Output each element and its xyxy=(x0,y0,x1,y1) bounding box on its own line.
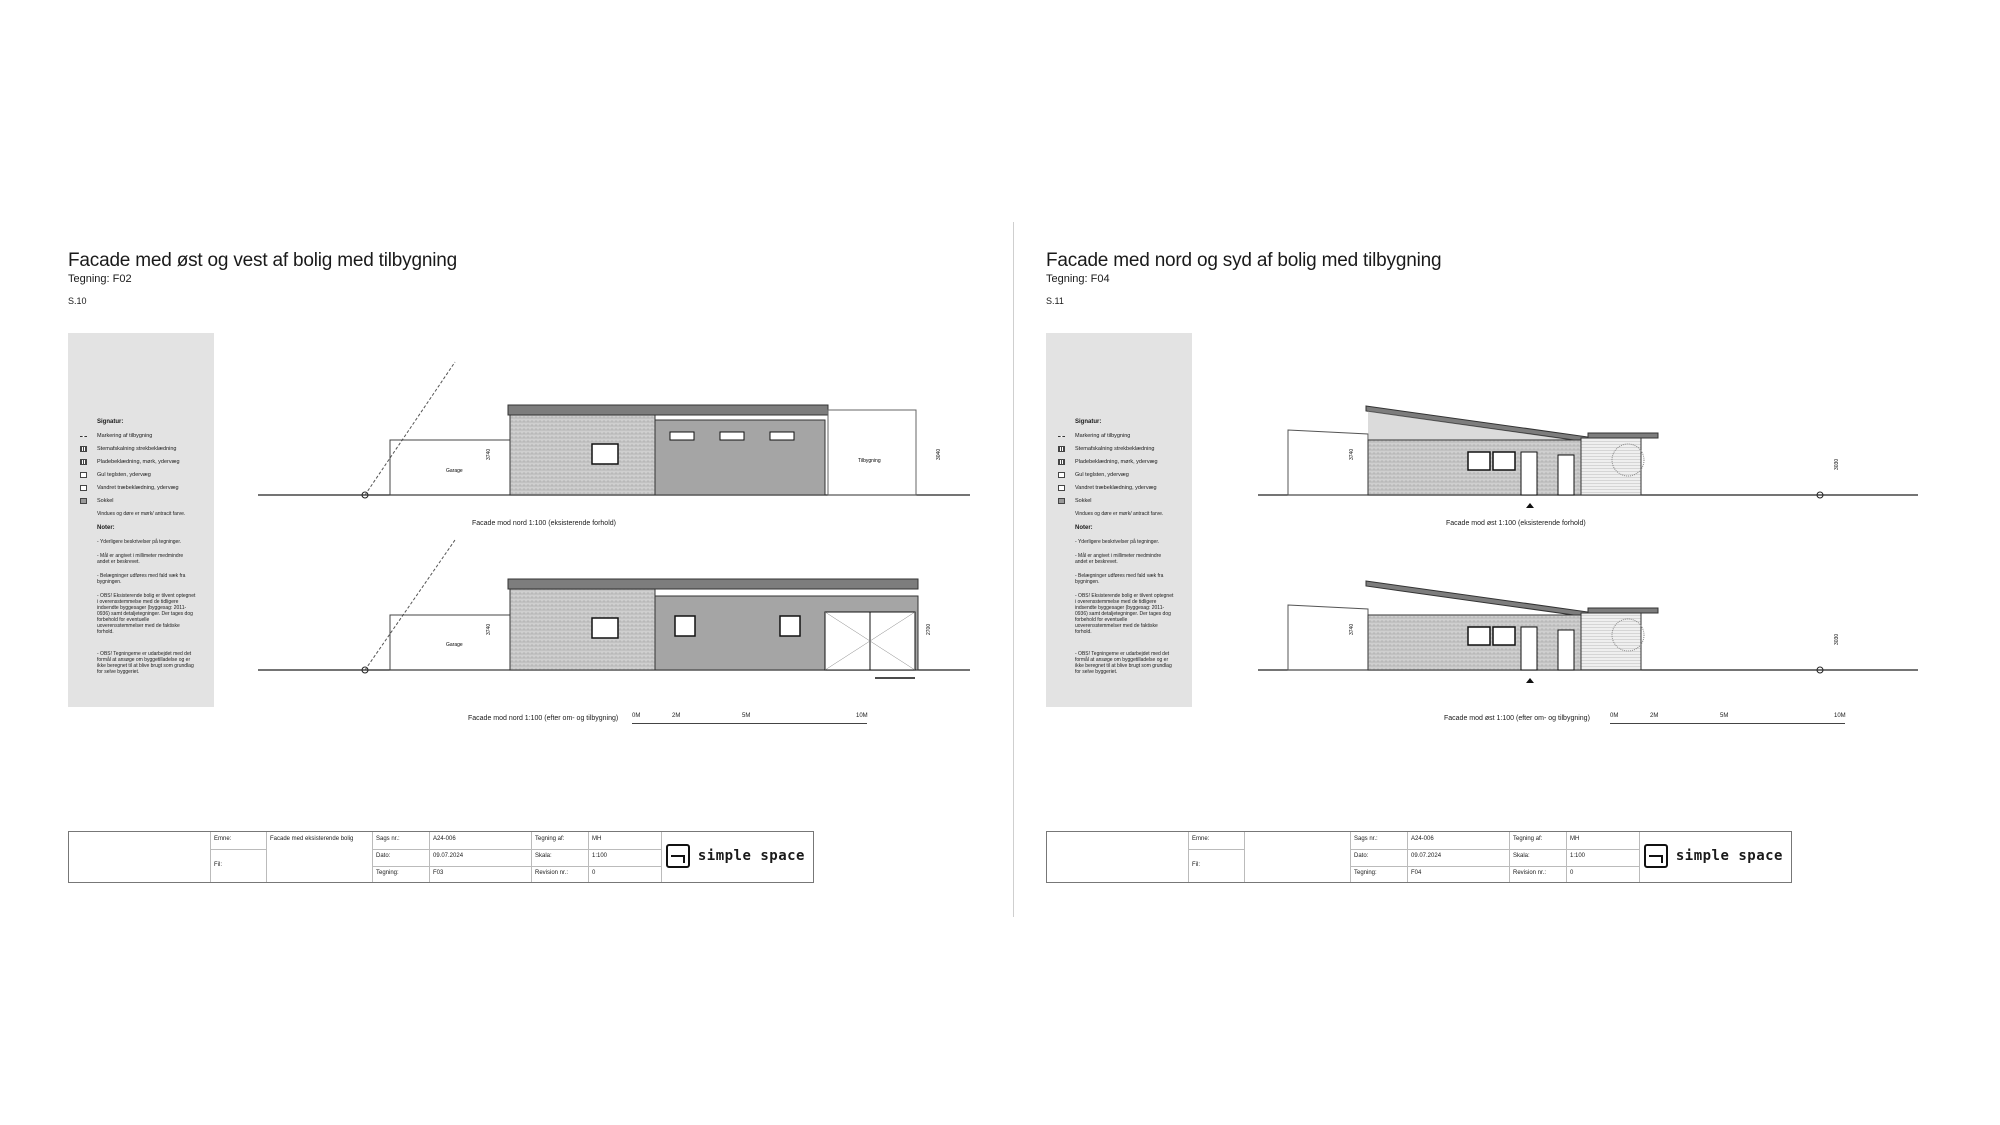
scale-bar-line xyxy=(1610,723,1845,724)
legend-item: Pladebeklædning, mørk, ydervæg xyxy=(1058,459,1158,465)
box-icon xyxy=(80,485,87,491)
scale-mark: 2M xyxy=(672,713,681,719)
hatch-icon xyxy=(1058,446,1065,452)
legend-item: Stemafskalning strekbeklædning xyxy=(1058,446,1155,452)
emne-value: Facade med eksisterende bolig xyxy=(270,836,354,842)
legend-extra: Vindues og døre er mørk/ antracit farve. xyxy=(1075,511,1164,517)
fil-label: Fil: xyxy=(214,862,222,868)
emne-label: Emne: xyxy=(214,836,232,842)
dato-label: Dato: xyxy=(376,853,391,859)
box-icon xyxy=(1058,485,1065,491)
caption-top: Facade mod øst 1:100 (eksisterende forhold) xyxy=(1446,520,1586,527)
tegning-label: Tegning: xyxy=(376,870,399,876)
caption-bottom: Facade mod nord 1:100 (efter om- og tilbygning) xyxy=(468,715,619,722)
rev-value: 0 xyxy=(592,870,596,876)
legend-item: Vandret træbeklædning, ydervæg xyxy=(1058,485,1157,491)
sheet-title: Facade med øst og vest af bolig med tilbygning xyxy=(68,250,457,271)
facade-drawing xyxy=(1228,360,1968,740)
svg-text:3740: 3740 xyxy=(1349,448,1355,460)
grey-box-icon xyxy=(80,498,87,504)
legend-extra: Vindues og døre er mørk/ antracit farve. xyxy=(97,511,186,517)
box-icon xyxy=(80,472,87,478)
grey-box-icon xyxy=(1058,498,1065,504)
tegnet-value: MH xyxy=(592,836,602,842)
legend-item: Stemafskalning strekbeklædning xyxy=(80,446,177,452)
logo-icon xyxy=(1644,844,1668,868)
note: - Belægninger udføres med fald væk fra bygningen. xyxy=(97,573,186,585)
sag-value: A24-006 xyxy=(1411,836,1434,842)
sheet-subtitle: Tegning: F02 xyxy=(68,273,132,285)
note: - Yderligere beskrivelser på tegninger. xyxy=(97,539,182,545)
note: - Mål er angivet i millimeter medmindre andet er beskrevet. xyxy=(1075,553,1162,565)
legend-item: Vandret træbeklædning, ydervæg xyxy=(80,485,179,491)
legend-item: Gul teglsten, ydervæg xyxy=(1058,472,1129,478)
sag-label: Sags nr.: xyxy=(376,836,400,842)
note: - OBS! Eksisterende bolig er tilvent optegnet i overensstemmelse med de tidligere indsendte byggesager (byggesag: 2011-0936) samt detaljetegninger. Der tages dog forbehold for eventuelle uoverensstemmelser med de faktiske forhold. xyxy=(1075,593,1174,635)
tegning-value: F04 xyxy=(1411,870,1422,876)
svg-text:3030: 3030 xyxy=(1834,633,1840,645)
legend-panel xyxy=(68,333,214,707)
hatch-icon xyxy=(1058,459,1065,465)
svg-text:3030: 3030 xyxy=(1834,458,1840,470)
note: - Yderligere beskrivelser på tegninger. xyxy=(1075,539,1160,545)
svg-text:Garage: Garage xyxy=(446,468,463,474)
legend-item: Gul teglsten, ydervæg xyxy=(80,472,151,478)
skala-label: Skala: xyxy=(1513,853,1530,859)
sag-label: Sags nr.: xyxy=(1354,836,1378,842)
title-block xyxy=(1046,831,1792,883)
fil-label: Fil: xyxy=(1192,862,1200,868)
brand-logo xyxy=(1644,844,1783,868)
scale-mark: 5M xyxy=(742,713,751,719)
brand-logo xyxy=(666,844,805,868)
tegning-value: F03 xyxy=(433,870,444,876)
svg-text:3740: 3740 xyxy=(486,448,492,460)
note: - Mål er angivet i millimeter medmindre andet er beskrevet. xyxy=(97,553,184,565)
rev-label: Revision nr.: xyxy=(1513,870,1547,876)
legend-item: Markering af tilbygning xyxy=(80,433,152,439)
legend-item: Markering af tilbygning xyxy=(1058,433,1130,439)
rev-label: Revision nr.: xyxy=(535,870,569,876)
legend-heading: Signatur: xyxy=(97,419,124,425)
note: - Belægninger udføres med fald væk fra bygningen. xyxy=(1075,573,1164,585)
logo-icon xyxy=(666,844,690,868)
hatch-icon xyxy=(80,459,87,465)
scale-mark: 10M xyxy=(856,713,868,719)
skala-value: 1:100 xyxy=(1570,853,1586,859)
caption-top: Facade mod nord 1:100 (eksisterende forhold) xyxy=(472,520,616,527)
scale-bar-line xyxy=(632,723,867,724)
brand-name: simple space xyxy=(697,848,805,864)
svg-text:Tilbygning: Tilbygning xyxy=(858,458,881,464)
scale-mark: 5M xyxy=(1720,713,1729,719)
scale-mark: 2M xyxy=(1650,713,1659,719)
dashed-line-icon xyxy=(80,436,87,437)
tegnet-value: MH xyxy=(1570,836,1580,842)
sheet-right xyxy=(1000,0,2000,1125)
rev-value: 0 xyxy=(1570,870,1574,876)
page-number: S.11 xyxy=(1046,296,1064,306)
emne-label: Emne: xyxy=(1192,836,1210,842)
scale-mark: 0M xyxy=(632,713,641,719)
note: - OBS! Eksisterende bolig er tilvent optegnet i overensstemmelse med de tidligere indsendte byggesager (byggesag: 2011-0936) samt detaljetegninger. Der tages dog forbehold for eventuelle uoverensstemmelser med de faktiske forhold. xyxy=(97,593,196,635)
page-number: S.10 xyxy=(68,296,87,306)
note: - OBS! Tegningerne er udarbejdet med det formål at ansøge om byggetilladelse og er ikke beregnet til at blive brugt som grundlag for selve byggeriet. xyxy=(1075,651,1172,675)
svg-text:3740: 3740 xyxy=(1349,623,1355,635)
dato-value: 09.07.2024 xyxy=(433,853,464,859)
skala-label: Skala: xyxy=(535,853,552,859)
legend-item: Sokkel xyxy=(1058,498,1092,504)
sheet-subtitle: Tegning: F04 xyxy=(1046,273,1110,285)
svg-text:Garage: Garage xyxy=(446,642,463,648)
legend-item: Sokkel xyxy=(80,498,114,504)
dashed-line-icon xyxy=(1058,436,1065,437)
note: - OBS! Tegningerne er udarbejdet med det formål at ansøge om byggetilladelse og er ikke beregnet til at blive brugt som grundlag for selve byggeriet. xyxy=(97,651,194,675)
notes-heading: Noter: xyxy=(1075,525,1093,531)
notes-heading: Noter: xyxy=(97,525,115,531)
scale-mark: 10M xyxy=(1834,713,1846,719)
tegnet-label: Tegning af: xyxy=(1513,836,1543,842)
skala-value: 1:100 xyxy=(592,853,608,859)
facade-drawing xyxy=(250,360,990,740)
brand-name: simple space xyxy=(1675,848,1783,864)
dato-label: Dato: xyxy=(1354,853,1369,859)
svg-text:3040: 3040 xyxy=(936,448,942,460)
sheet-title: Facade med nord og syd af bolig med tilbygning xyxy=(1046,250,1442,271)
legend-item: Pladebeklædning, mørk, ydervæg xyxy=(80,459,180,465)
box-icon xyxy=(1058,472,1065,478)
legend-panel xyxy=(1046,333,1192,707)
tegnet-label: Tegning af: xyxy=(535,836,565,842)
sag-value: A24-006 xyxy=(433,836,456,842)
svg-text:3740: 3740 xyxy=(486,623,492,635)
title-block xyxy=(68,831,814,883)
tegning-label: Tegning: xyxy=(1354,870,1377,876)
svg-text:2700: 2700 xyxy=(926,623,932,635)
caption-bottom: Facade mod øst 1:100 (efter om- og tilbygning) xyxy=(1444,715,1590,722)
scale-mark: 0M xyxy=(1610,713,1619,719)
legend-heading: Signatur: xyxy=(1075,419,1102,425)
dato-value: 09.07.2024 xyxy=(1411,853,1442,859)
hatch-icon xyxy=(80,446,87,452)
